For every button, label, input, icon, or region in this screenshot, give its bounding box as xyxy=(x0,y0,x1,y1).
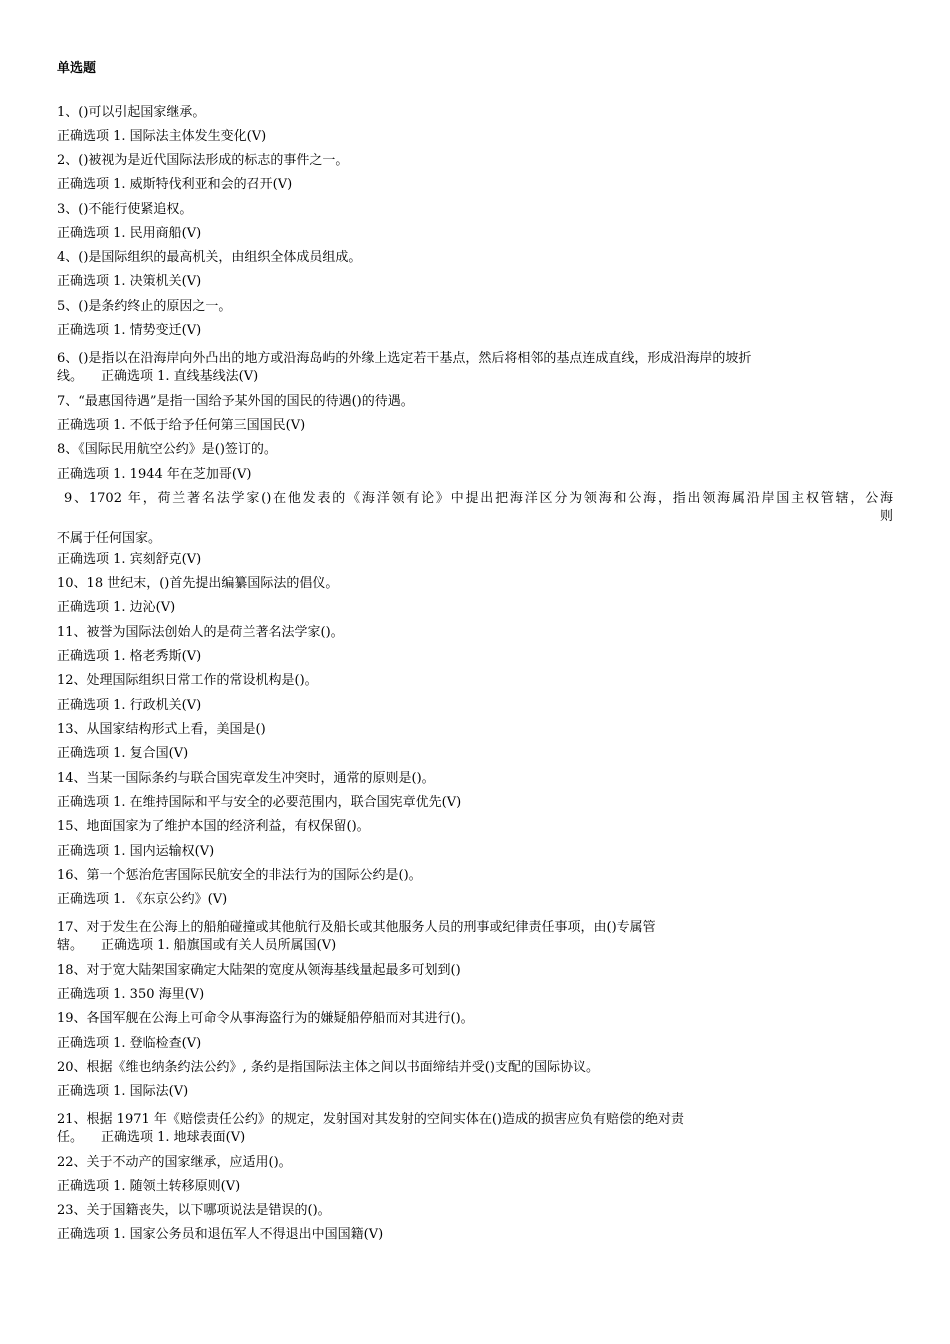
answer-1: 正确选项 1. 国际法主体发生变化(V) xyxy=(57,129,267,144)
question-13: 13、从国家结构形式上看，美国是() xyxy=(57,722,266,737)
question-21-line-1: 21、根据 1971 年《赔偿责任公约》的规定，发射国对其发射的空间实体在()造成的损害应负有赔偿的绝对责 xyxy=(57,1112,685,1127)
answer-3: 正确选项 1. 民用商船(V) xyxy=(57,226,202,241)
question-11: 11、被誉为国际法创始人的是荷兰著名法学家()。 xyxy=(57,625,344,640)
answer-7: 正确选项 1. 不低于给予任何第三国国民(V) xyxy=(57,418,306,433)
answer-14: 正确选项 1. 在维持国际和平与安全的必要范围内，联合国宪章优先(V) xyxy=(57,795,462,810)
section-heading: 单选题 xyxy=(57,61,97,76)
question-17-tail: 辖。 xyxy=(57,938,84,953)
answer-18: 正确选项 1. 350 海里(V) xyxy=(57,987,205,1002)
answer-4: 正确选项 1. 决策机关(V) xyxy=(57,274,202,289)
question-18: 18、对于宽大陆架国家确定大陆架的宽度从领海基线量起最多可划到() xyxy=(57,963,461,978)
question-9-line-2: 则 xyxy=(879,509,893,524)
question-4: 4、()是国际组织的最高机关，由组织全体成员组成。 xyxy=(57,250,362,265)
question-5: 5、()是条约终止的原因之一。 xyxy=(57,299,232,314)
question-22: 22、关于不动产的国家继承，应适用()。 xyxy=(57,1155,292,1170)
question-2: 2、()被视为是近代国际法形成的标志的事件之一。 xyxy=(57,153,349,168)
question-9-line-1: 9、1702 年，荷兰著名法学家()在他发表的《海洋领有论》中提出把海洋区分为领海和公海，指出领海属沿岸国主权管辖，公海 xyxy=(64,491,893,506)
question-20: 20、根据《维也纳条约法公约》, 条约是指国际法主体之间以书面缔结并受()支配的国际协议。 xyxy=(57,1060,599,1075)
question-21-tail: 任。 xyxy=(57,1130,84,1145)
question-6-line-1: 6、()是指以在沿海岸向外凸出的地方或沿海岛屿的外缘上选定若干基点，然后将相邻的基点连成直线，形成沿海岸的坡折 xyxy=(57,351,752,366)
question-6-line-2 xyxy=(57,368,258,386)
question-8: 8、《国际民用航空公约》是()签订的。 xyxy=(57,442,277,457)
answer-6: 正确选项 1. 直线基线法(V) xyxy=(101,369,259,384)
answer-19: 正确选项 1. 登临检查(V) xyxy=(57,1036,202,1051)
answer-16: 正确选项 1. 《东京公约》(V) xyxy=(57,892,228,907)
question-10: 10、18 世纪末，()首先提出编纂国际法的倡仪。 xyxy=(57,576,339,591)
answer-11: 正确选项 1. 格老秀斯(V) xyxy=(57,649,202,664)
question-12: 12、处理国际组织日常工作的常设机构是()。 xyxy=(57,673,318,688)
question-9 xyxy=(57,490,893,548)
question-6-tail: 线。 xyxy=(57,369,84,384)
answer-23: 正确选项 1. 国家公务员和退伍军人不得退出中国国籍(V) xyxy=(57,1227,384,1242)
question-23: 23、关于国籍丧失，以下哪项说法是错误的()。 xyxy=(57,1203,331,1218)
question-7: 7、“最惠国待遇”是指一国给予某外国的国民的待遇()的待遇。 xyxy=(57,394,414,409)
question-14: 14、当某一国际条约与联合国宪章发生冲突时，通常的原则是()。 xyxy=(57,771,435,786)
question-16: 16、第一个惩治危害国际民航安全的非法行为的国际公约是()。 xyxy=(57,868,422,883)
answer-13: 正确选项 1. 复合国(V) xyxy=(57,746,189,761)
answer-2: 正确选项 1. 威斯特伐利亚和会的召开(V) xyxy=(57,177,293,192)
question-21-line-2 xyxy=(57,1129,245,1147)
question-19: 19、各国军舰在公海上可命令从事海盗行为的嫌疑船停船而对其进行()。 xyxy=(57,1011,474,1026)
question-17-line-1: 17、对于发生在公海上的船舶碰撞或其他航行及船长或其他服务人员的刑事或纪律责任事项，由()专属管 xyxy=(57,920,656,935)
question-3: 3、()不能行使紧追权。 xyxy=(57,202,193,217)
answer-15: 正确选项 1. 国内运输权(V) xyxy=(57,844,215,859)
question-17-line-2 xyxy=(57,937,336,955)
answer-20: 正确选项 1. 国际法(V) xyxy=(57,1084,189,1099)
answer-21: 正确选项 1. 地球表面(V) xyxy=(101,1130,246,1145)
answer-17: 正确选项 1. 船旗国或有关人员所属国(V) xyxy=(101,938,337,953)
answer-9: 正确选项 1. 宾刻舒克(V) xyxy=(57,552,202,567)
answer-8: 正确选项 1. 1944 年在芝加哥(V) xyxy=(57,467,252,482)
question-9-line-3: 不属于任何国家。 xyxy=(57,531,162,546)
answer-5: 正确选项 1. 情势变迁(V) xyxy=(57,323,202,338)
question-15: 15、地面国家为了维护本国的经济利益，有权保留()。 xyxy=(57,819,370,834)
answer-22: 正确选项 1. 随领土转移原则(V) xyxy=(57,1179,241,1194)
answer-12: 正确选项 1. 行政机关(V) xyxy=(57,698,202,713)
answer-10: 正确选项 1. 边沁(V) xyxy=(57,600,176,615)
question-1: 1、()可以引起国家继承。 xyxy=(57,105,206,120)
